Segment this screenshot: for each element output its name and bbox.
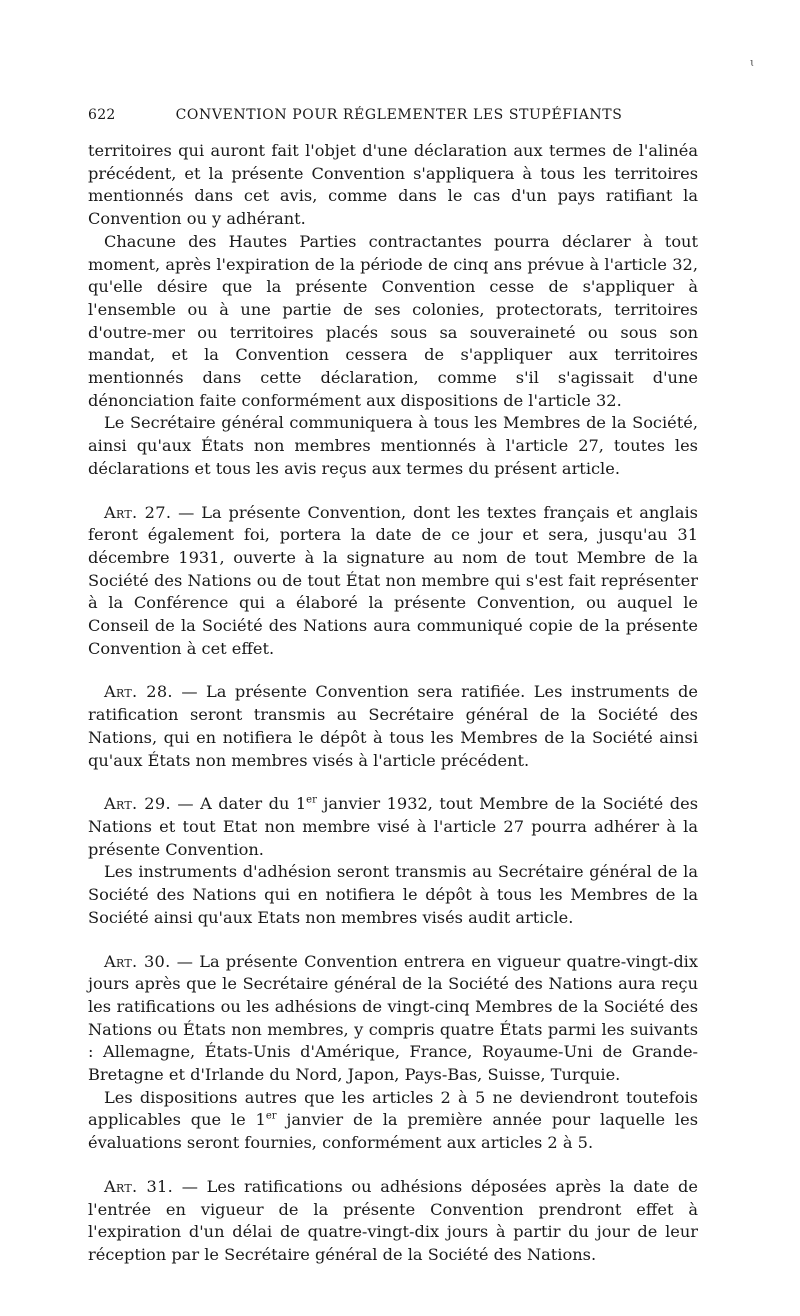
corner-mark: ɩ (750, 56, 755, 69)
page-header (88, 107, 698, 123)
article-29-superscript: er (306, 794, 317, 806)
article-29-text-a: — A dater du 1 (170, 794, 307, 814)
running-title: CONVENTION POUR RÉGLEMENTER LES STUPÉFIANTS (175, 107, 623, 123)
article-29 (88, 793, 698, 861)
article-29-paragraph-2: Les instruments d'adhésion seront transmis au Secrétaire général de la Société des Nations qui en notifiera le dépôt à tous les Membres de la Société ainsi qu'aux Etats non membres visés audit article. (88, 862, 698, 927)
article-27 (88, 502, 698, 661)
article-28 (88, 681, 698, 772)
paragraph-secretaire: Le Secrétaire général communiquera à tous les Membres de la Société, ainsi qu'aux États non membres mentionnés à l'article 27, toutes les déclarations et tous les avis reçus aux termes du présent article. (88, 413, 698, 478)
article-30-paragraph-2-b: janvier de la première année pour laquelle les évaluations seront fournies, conformément aux articles 2 à 5. (88, 1110, 698, 1153)
article-30-paragraph-2 (88, 1087, 698, 1155)
article-31-text: — Les ratifications ou adhésions déposées après la date de l'entrée en vigueur de la présente Convention prendront effet à l'expiration d'un délai de quatre-vingt-dix jours à partir du jour de leur réception par le Secrétaire général de la Société des Nations. (88, 1176, 698, 1264)
article-30-text: — La présente Convention entrera en vigueur quatre-vingt-dix jours après que le Secrétaire général de la Société des Nations aura reçu les ratifications ou les adhésions de vingt-cinq Membres de la Société des Nations ou États non membres, y compris quatre États parmi les suivants : Allemagne, États-Unis d'Amérique, France, Royaume-Uni de Grande-Bretagne et d'Irlande du Nord, Japon, Pays-Bas, Suisse, Turquie. (88, 951, 698, 1085)
article-27-label: Art. 27. (104, 502, 172, 522)
article-30-label: Art. 30. (104, 951, 171, 971)
article-30 (88, 951, 698, 1087)
article-29-text-b: janvier 1932, tout Membre de la Société des Nations et tout Etat non membre visé à l'article 27 pourra adhérer à la présente Convention. (88, 794, 699, 859)
paragraph-hautes-parties: Chacune des Hautes Parties contractantes pourra déclarer à tout moment, après l'expiration de la période de cinq ans prévue à l'article 32, qu'elle désire que la présente Convention cesse de s'appliquer à l'ensemble ou à une partie de ses colonies, protectorats, territoires d'outre-mer ou territoires placés sous sa souveraineté ou sous son mandat, et la Convention cessera de s'appliquer aux territoires mentionnés dans cette déclaration, comme s'il s'agissait d'une dénonciation faite conformément aux dispositions de l'article 32. (88, 231, 698, 410)
article-29-label: Art. 29. (104, 794, 171, 814)
article-30-paragraph-2-a: Les dispositions autres que les articles 2 à 5 ne deviendront toutefois applicables que le 1 (88, 1087, 698, 1130)
paragraph-continuation: territoires qui auront fait l'objet d'une déclaration aux termes de l'alinéa précédent, et la présente Convention s'appliquera à tous les territoires mentionnés dans cet avis, comme dans le cas d'un pays ratifiant la Convention ou y adhérant. (88, 141, 698, 229)
article-31 (88, 1176, 698, 1267)
article-30-superscript: er (265, 1111, 277, 1123)
article-28-text: — La présente Convention sera ratifiée. Les instruments de ratification seront transmis au Secrétaire général de la Société des Nations, qui en notifiera le dépôt à tous les Membres de la Société ainsi qu'aux États non membres visés à l'article précédent. (88, 682, 698, 770)
page-number: 622 (88, 107, 116, 123)
article-27-text: — La présente Convention, dont les textes français et anglais feront également foi, portera la date de ce jour et sera, jusqu'au 31 décembre 1931, ouverte à la signature au nom de tout Membre de la Société des Nations ou de tout État non membre qui s'est fait représenter à la Conférence qui a élaboré la présente Convention, ou auquel le Conseil de la Société des Nations aura communiqué copie de la présente Convention à cet effet. (88, 502, 698, 658)
body-text (88, 140, 698, 1267)
article-31-label: Art. 31. (104, 1176, 174, 1196)
article-28-label: Art. 28. (104, 682, 173, 702)
